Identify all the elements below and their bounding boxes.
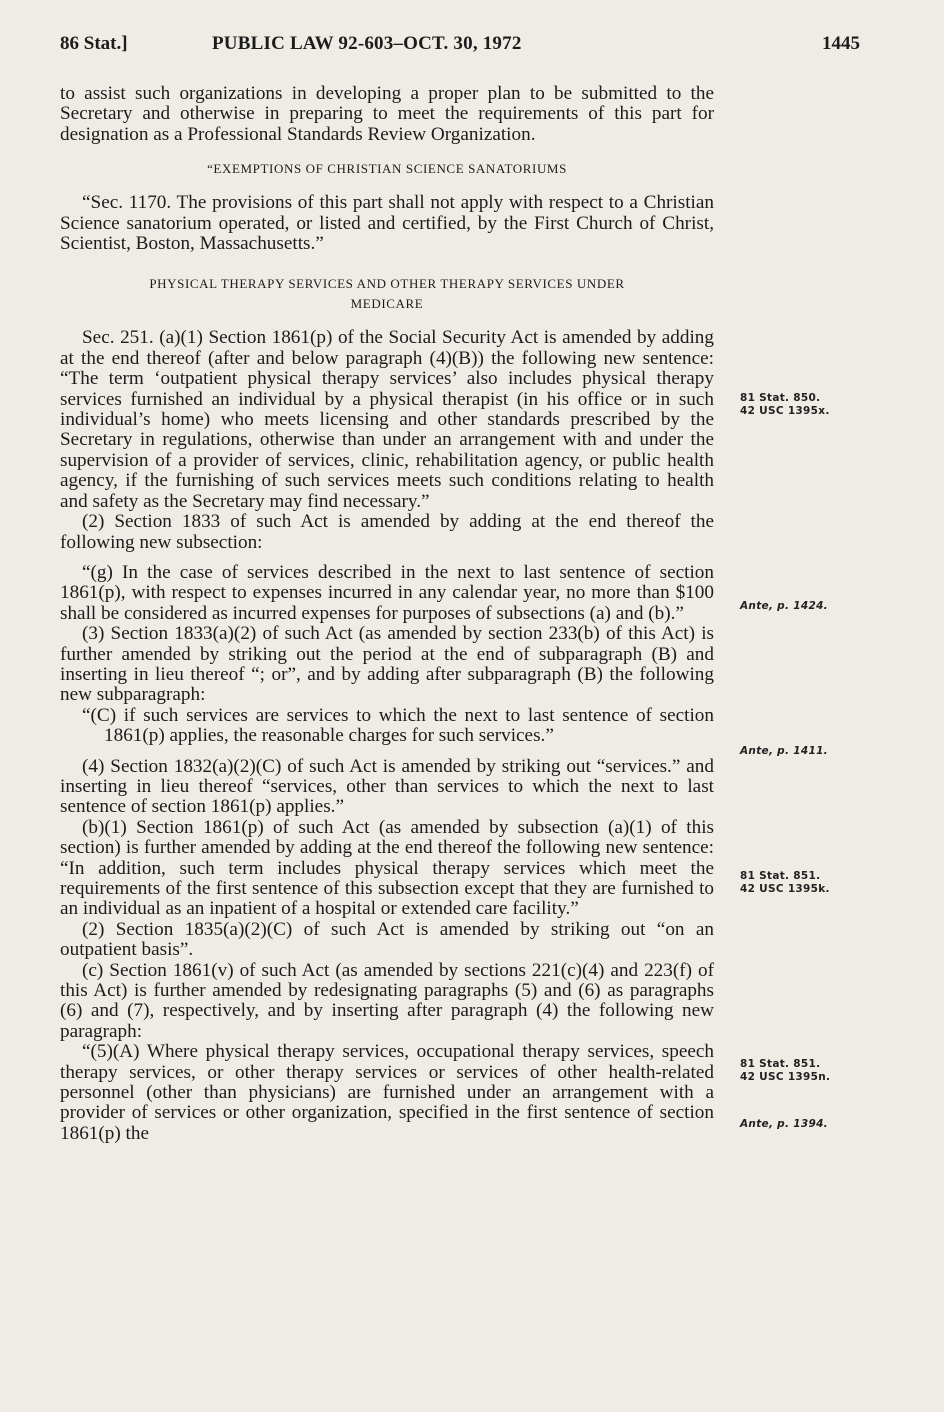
body-text [60,84,714,1144]
paragraph: “(5)(A) Where physical therapy services, occupational therapy services, speech therapy services, or other therapy services or services of other health-related personnel (other than physicians) are furnished under an arrangement with a provider of services or other organization, specified in the first sentence of section 1861(p) the [60,1041,714,1144]
margin-note-line: 81 Stat. 850. [740,392,821,404]
paragraph: (b)(1) Section 1861(p) of such Act (as amended by subsection (a)(1) of this section) is further amended by adding at the end thereof the following new sentence: “In addition, such term includes physical therapy services which meet the requirements of the first sentence of this subsection except that they are furnished to an individual as an inpatient of a hospital or extended care facility.” [60,816,714,920]
margin-citation [740,870,830,896]
paragraph: “Sec. 1170. The provisions of this part shall not apply with respect to a Christian Science sanatorium operated, or listed and certified, by the First Church of Christ, Scientist, Boston, Massachusetts.” [60,192,714,255]
section-heading: “EXEMPTIONS OF CHRISTIAN SCIENCE SANATORIUMS [207,161,567,177]
paragraph: (2) Section 1833 of such Act is amended by adding at the end thereof the following new subsection: [60,511,714,553]
law-title: PUBLIC LAW 92-603–OCT. 30, 1972 [212,33,522,54]
margin-note-line: Ante, p. 1411. [740,745,828,757]
paragraph: “(g) In the case of services described in the next to last sentence of section 1861(p), with respect to expenses incurred in any calendar year, no more than $100 shall be considered as incurred expenses for purposes of subsections (a) and (b).” [60,561,714,624]
margin-citation [740,745,828,758]
margin-citation [740,1118,828,1131]
paragraph: (2) Section 1835(a)(2)(C) of such Act is amended by striking out “on an outpatient basis”. [60,918,714,961]
paragraph: (3) Section 1833(a)(2) of such Act (as amended by section 233(b) of this Act) is further amended by striking out the period at the end of subparagraph (B) and inserting in lieu thereof “; or”, and by adding after subparagraph (B) the following new subparagraph: [60,623,714,706]
section-heading: MEDICARE [350,296,424,312]
paragraph: Sec. 251. (a)(1) Section 1861(p) of the Social Security Act is amended by adding at the end thereof (after and below paragraph (4)(B)) the following new sentence: “The term ‘outpatient physical therapy services’ also includes physical therapy services furnished an individual by a physical therapist (in his office or in such individual’s home) who meets licensing and other standards prescribed by the Secretary in regulations, otherwise than under an arrangement with and under the supervision of a provider of services, clinic, rehabilitation agency, or public health agency, if the furnishing of such services meets such conditions relating to health and safety as the Secretary may find necessary.” [60,327,714,512]
margin-note-line: 81 Stat. 851. [740,1058,821,1070]
margin-note-line: 81 Stat. 851. [740,870,821,882]
margin-note-line: 42 USC 1395n. [740,1071,831,1083]
paragraph: “(C) if such services are services to which the next to last sentence of section 1861(p) applies, the reasonable charges for such services.” [82,704,714,747]
paragraph: (c) Section 1861(v) of such Act (as amended by sections 221(c)(4) and 223(f) of this Act) is further amended by redesignating paragraphs (5) and (6) as paragraphs (6) and (7), respectively, and by inserting after paragraph (4) the following new paragraph: [60,959,714,1042]
margin-note-line: Ante, p. 1394. [740,1118,828,1130]
paragraph: (4) Section 1832(a)(2)(C) of such Act is amended by striking out “services.” and inserting in lieu thereof “services, other than services to which the next to last sentence of section 1861(p) applies.” [60,755,714,818]
margin-citation [740,600,828,613]
margin-citation [740,1058,830,1084]
margin-note-line: 42 USC 1395k. [740,883,830,895]
margin-note-line: Ante, p. 1424. [740,600,828,612]
margin-citation [740,392,830,418]
section-heading: PHYSICAL THERAPY SERVICES AND OTHER THERAPY SERVICES UNDER [149,276,625,292]
page-number: 1445 [822,33,860,54]
paragraph: to assist such organizations in developing a proper plan to be submitted to the Secretary and otherwise in preparing to meet the requirements of this part for designation as a Professional Standards Review Organization. [60,83,714,145]
margin-note-line: 42 USC 1395x. [740,405,830,417]
statute-reference: 86 Stat.] [60,33,128,54]
page-header [60,33,860,63]
